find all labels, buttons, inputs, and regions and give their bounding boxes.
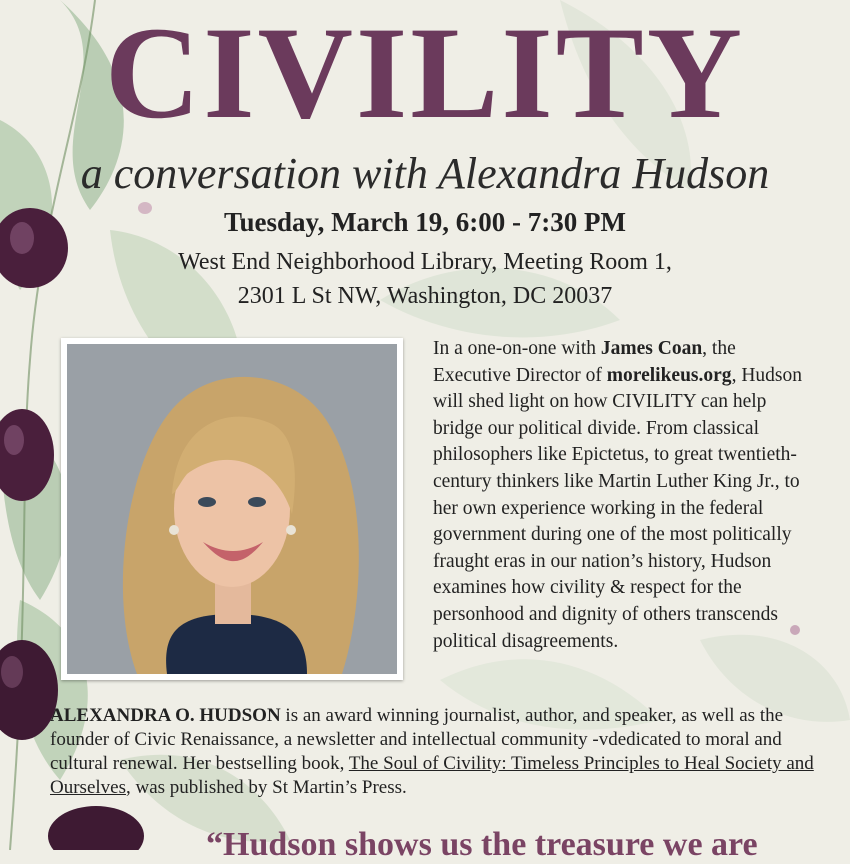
event-description: [433, 336, 818, 655]
event-subtitle: a conversation with Alexandra Hudson: [80, 149, 770, 198]
speaker-bio: [50, 704, 820, 800]
venue-line-2: 2301 L St NW, Washington, DC 20037: [237, 283, 613, 309]
endorsement-quote: “Hudson shows us the treasure we are: [206, 826, 758, 863]
host-name: James Coan: [600, 338, 703, 359]
book-title: The Soul of Civility: Timeless Principles to Heal Society and Ourselves: [50, 753, 814, 798]
speaker-photo: [67, 344, 397, 674]
org-name: morelikeus.org: [606, 364, 732, 386]
event-venue: [0, 245, 850, 313]
bio-text: is an award winning journalist, author, and speaker, as well as the founder of Civic Renaissance, a newsletter and intellectual community -vdedicated to moral and cultural renewal. Her bestselling book,: [50, 705, 784, 774]
venue-line-1: West End Neighborhood Library, Meeting Room 1,: [178, 249, 672, 275]
description-text: , Hudson will shed light on how CIVILITY can help bridge our political divide. From classical philosophers like Epictetus, to great twentieth-century thinkers like Martin Luther King Jr., to her own experience working in the federal government during one of the most politically fraught eras in our nation’s history, Hudson examines how civility & respect for the personhood and dignity of others transcends political disagreements.: [433, 364, 802, 652]
speaker-photo-frame: [61, 338, 403, 680]
event-date-time: Tuesday, March 19, 6:00 - 7:30 PM: [224, 207, 626, 237]
description-text: In a one-on-one with: [433, 338, 601, 359]
event-title: CIVILITY: [104, 0, 746, 146]
bio-text: , was published by St Martin’s Press.: [125, 777, 407, 798]
description-text: , the Executive Director of: [433, 338, 736, 386]
speaker-name: ALEXANDRA O. HUDSON: [50, 705, 281, 726]
